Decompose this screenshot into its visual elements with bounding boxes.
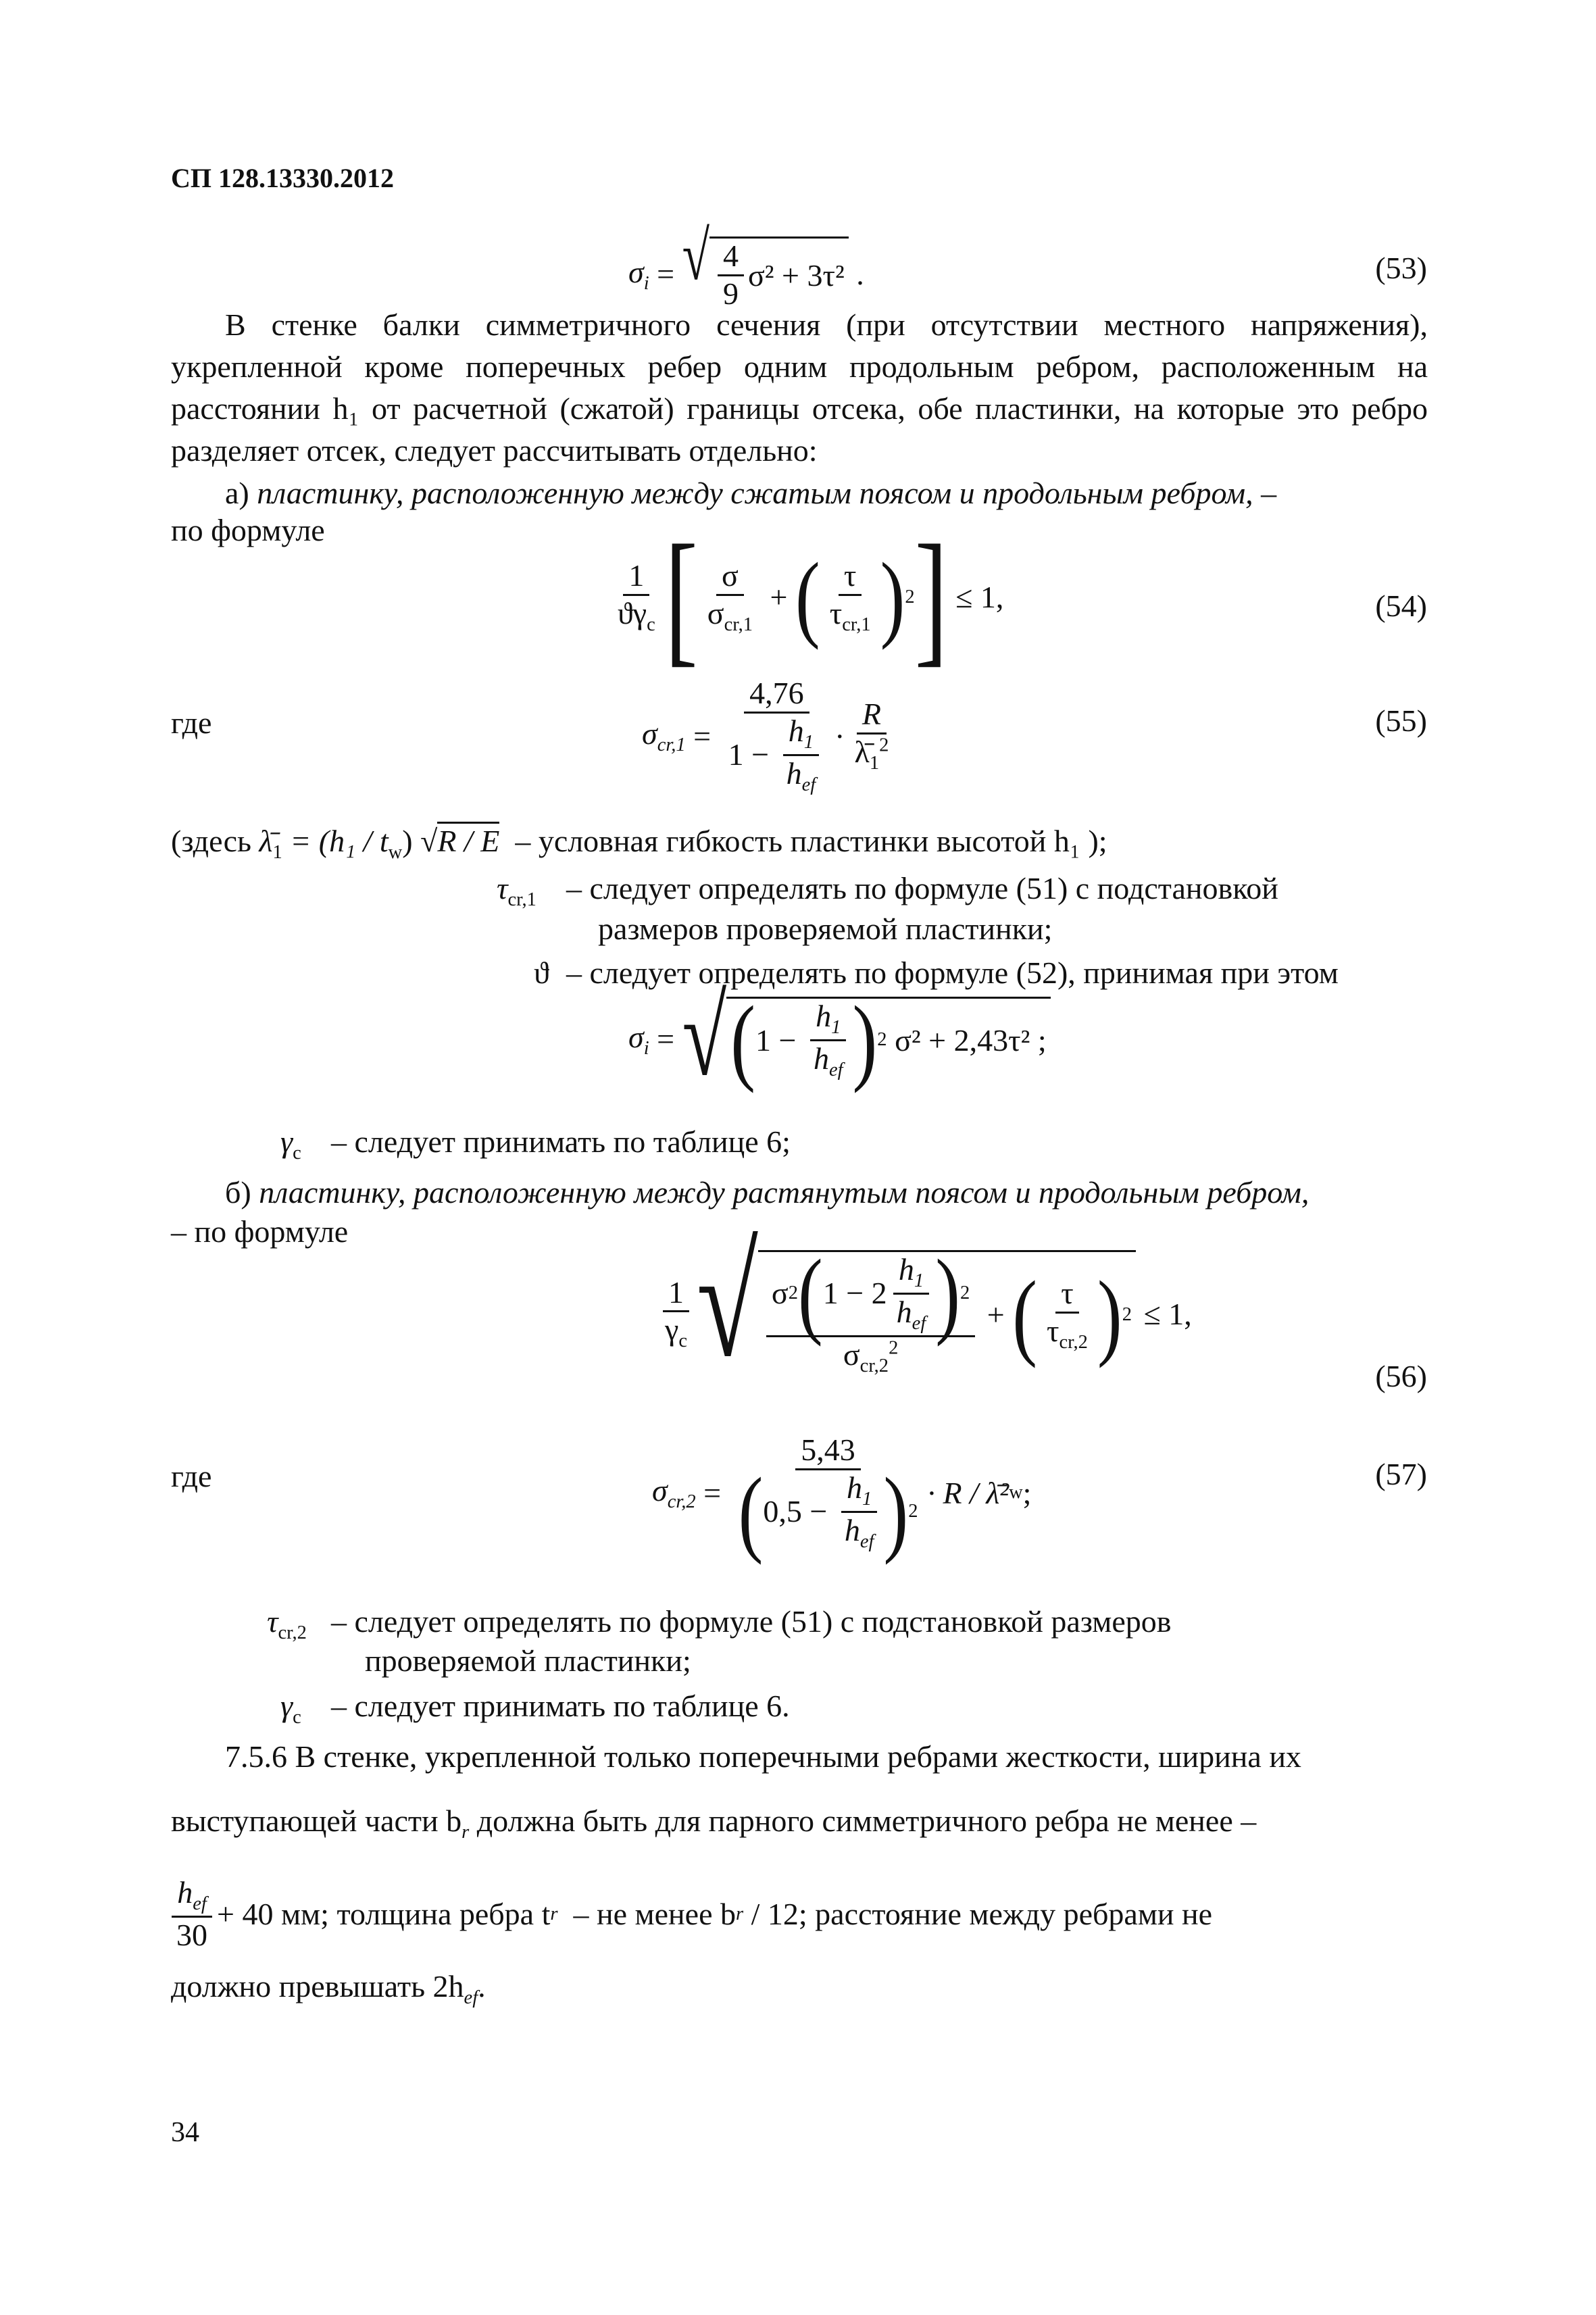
lambda-definition: (здесь $\lambdā_1 = (h_1 / t_w)$ √R / E – условная гибкость пластинки высотой h₁ ); (171, 821, 1107, 873)
theta-symbol: ϑ (534, 955, 549, 990)
equation-number-55: (55) (1375, 703, 1427, 738)
formula-55: $\sigma_{cr,1}$ = 4,76 1 − $\frac{h_1}{h_{ef}}$ · $\frac{R}{\lambdā_1^2}$ (642, 676, 889, 796)
fraction-4-9: $\frac{4}{9}$ (718, 239, 744, 312)
document-header: СП 128.13330.2012 (171, 163, 394, 193)
formula-sigma-i: $\sigma_i$ = √ ( 1 − $\frac{h_1}{h_{ef}}$ ) 2 σ² + 2,43τ² ; (628, 997, 1051, 1082)
tau-cr1-text1: – следует определять по формуле (51) с подстановкой (566, 871, 1278, 905)
tau-cr1-symbol: $\tau_{cr,1}$ (497, 871, 537, 911)
tau-cr2-text2: проверяемой пластинки; (365, 1643, 691, 1678)
formula-54: $\frac{1}{ϑ\gamma_c}$ [ $\frac{\sigma}{\sigma_{cr,1}}$ + ( $\frac{\tau}{\tau_{cr,1}}$ ) 2 ] ≤ 1, (618, 514, 1004, 680)
formula-53: $\sigma_i$ = √ $\frac{4}{9}$ σ² + 3τ² . (628, 216, 864, 311)
where-label-1: где (171, 705, 212, 740)
gamma-symbol-1: $\gamma_c$ (280, 1124, 301, 1164)
section-7-5-6-line4: должно превышать $2h_{ef}$. (171, 1969, 486, 2009)
item-a: а) пластинку, расположенную между сжатым поясом и продольным ребром, – (225, 476, 1277, 510)
paragraph-intro: В стенке балки симметричного сечения (при отсутствии местного напряжения), укрепленной кроме поперечных ребер одним продольным ребром, расположенным на расстоянии h₁ от расчетной (сжатой) границы отсека, обе пластинки, на которые это ребро разделяет отсек, следует рассчитывать отдельно: (171, 307, 1428, 468)
item-b-continuation: – по формуле (171, 1214, 349, 1249)
tau-cr2-symbol: $\tau_{cr,2}$ (267, 1604, 307, 1644)
gamma-symbol-2: $\gamma_c$ (280, 1689, 301, 1728)
section-7-5-6-line3: $\frac{h_{ef}}{30}$ + 40 мм; толщина ребра t r – не менее b r / 12; расстояние между ребрами не (171, 1875, 1212, 1953)
theta-text: – следует определять по формуле (52), принимая при этом (566, 955, 1339, 990)
equation-number-56: (56) (1375, 1359, 1427, 1393)
item-a-continuation: по формуле (171, 513, 325, 547)
gamma-text-2: – следует принимать по таблице 6. (331, 1689, 790, 1723)
tau-cr2-text1: – следует определять по формуле (51) с подстановкой размеров (331, 1604, 1172, 1639)
section-7-5-6-line1: 7.5.6 В стенке, укрепленной только поперечными ребрами жесткости, ширина их (225, 1739, 1301, 1774)
formula-57: $\sigma_{cr,2}$ = 5,43 ( 0,5 − $\frac{h_1}{h_{ef}}$ ) 2 · R / λ̄² w ; (652, 1433, 1032, 1566)
gamma-text-1: – следует принимать по таблице 6; (331, 1124, 791, 1159)
equation-number-57: (57) (1375, 1457, 1427, 1491)
sigma-i: $\sigma_i$ (628, 254, 649, 294)
equation-number-53: (53) (1375, 251, 1427, 285)
page-number: 34 (171, 2117, 199, 2148)
item-b: б) пластинку, расположенную между растянутым поясом и продольным ребром, (225, 1175, 1310, 1210)
where-label-2: где (171, 1459, 212, 1493)
sqrt-sign: √ $\frac{4}{9}$ σ² + 3τ² (682, 237, 849, 312)
tau-cr1-text2: размеров проверяемой пластинки; (598, 912, 1053, 946)
section-7-5-6-line2: выступающей части $b_r$ должна быть для парного симметричного ребра не менее – (171, 1803, 1257, 1843)
formula-56: $\frac{1}{\gamma_c}$ √ σ 2 ( 1 − 2 $\frac{h_1}{h_{ef}}$ ) 2 $\sigma_{cr,2}^2$ + ( $\frac{\tau}{\tau_{cr,2}}$ ) 2 ≤ 1, (655, 1250, 1192, 1378)
equation-number-54: (54) (1375, 589, 1427, 623)
